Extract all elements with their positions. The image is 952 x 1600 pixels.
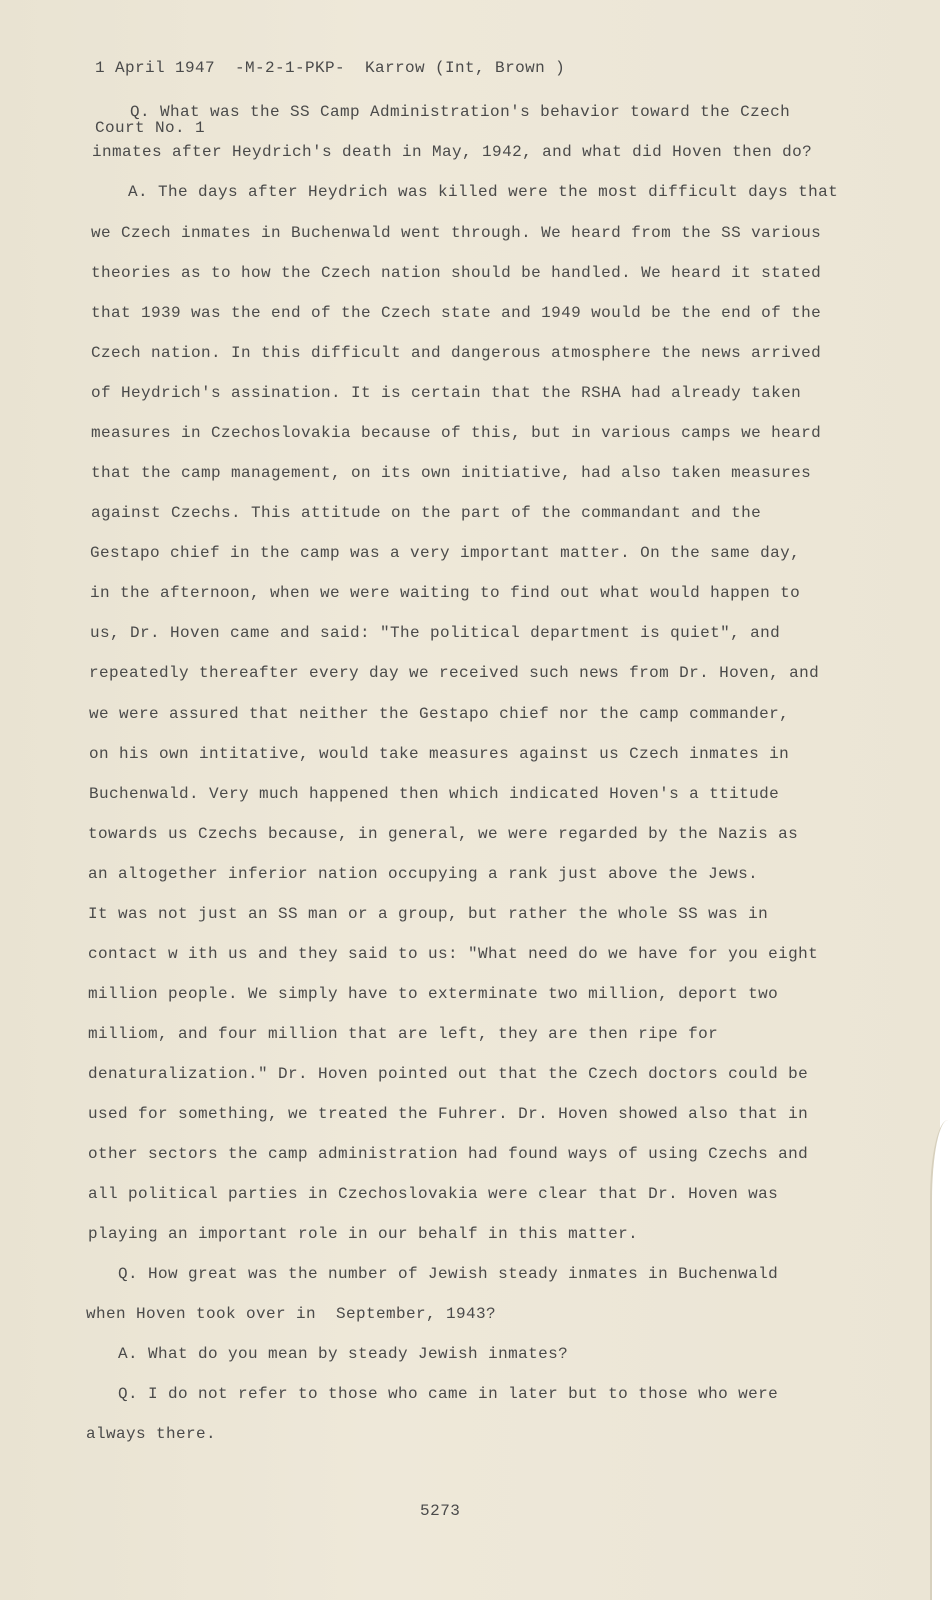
transcript-line: on his own intitative, would take measures against us Czech inmates in [89,745,790,763]
transcript-line: in the afternoon, when we were waiting to find out what would happen to [90,584,801,602]
transcript-line: milliom, and four million that are left, they are then ripe for [88,1025,719,1043]
transcript-line: million people. We simply have to exterminate two million, deport two [88,985,779,1003]
transcript-line: an altogether inferior nation occupying a rank just above the Jews. [88,865,759,883]
transcript-line: Q. What was the SS Camp Administration's behavior toward the Czech [90,103,791,121]
transcript-line: denaturalization." Dr. Hoven pointed out that the Czech doctors could be [88,1065,809,1083]
transcript-line: theories as to how the Czech nation should be handled. We heard it stated [91,264,822,282]
page-number: 5273 [420,1502,461,1520]
transcript-line: against Czechs. This attitude on the part of the commandant and the [91,504,762,522]
transcript-line: when Hoven took over in September, 1943? [86,1305,497,1323]
transcript-line: Q. How great was the number of Jewish steady inmates in Buchenwald [78,1265,779,1283]
transcript-line: that the camp management, on its own initiative, had also taken measures [91,464,812,482]
transcript-line: used for something, we treated the Fuhrer. Dr. Hoven showed also that in [88,1105,809,1123]
header-court-line: Court No. 1 [95,119,206,137]
header-date-line: 1 April 1947 -M-2-1-PKP- Karrow (Int, Brown ) [95,59,566,77]
transcript-line: us, Dr. Hoven came and said: "The political department is quiet", and [90,624,781,642]
transcript-line: that 1939 was the end of the Czech state and 1949 would be the end of the [91,304,822,322]
transcript-line: Czech nation. In this difficult and dangerous atmosphere the news arrived [91,344,822,362]
transcript-line: A. The days after Heydrich was killed were the most difficult days that [88,183,839,201]
transcript-line: measures in Czechoslovakia because of this, but in various camps we heard [91,424,822,442]
transcript-line: of Heydrich's assination. It is certain that the RSHA had already taken [91,384,802,402]
transcript-line: playing an important role in our behalf in this matter. [88,1225,639,1243]
transcript-line: repeatedly thereafter every day we received such news from Dr. Hoven, and [89,664,820,682]
transcript-line: A. What do you mean by steady Jewish inmates? [78,1345,569,1363]
transcript-line: Gestapo chief in the camp was a very important matter. On the same day, [90,544,801,562]
transcript-line: all political parties in Czechoslovakia were clear that Dr. Hoven was [88,1185,779,1203]
transcript-line: Buchenwald. Very much happened then which indicated Hoven's a ttitude [89,785,780,803]
transcript-line: Q. I do not refer to those who came in later but to those who were [78,1385,779,1403]
transcript-line: It was not just an SS man or a group, but rather the whole SS was in [88,905,769,923]
transcript-line: we were assured that neither the Gestapo chief nor the camp commander, [89,705,790,723]
transcript-line: towards us Czechs because, in general, we were regarded by the Nazis as [88,825,799,843]
transcript-line: contact w ith us and they said to us: "What need do we have for you eight [88,945,819,963]
transcript-line: always there. [86,1425,217,1443]
transcript-line: inmates after Heydrich's death in May, 1942, and what did Hoven then do? [92,143,813,161]
torn-paper-edge [930,1120,952,1600]
transcript-line: we Czech inmates in Buchenwald went through. We heard from the SS various [91,224,822,242]
transcript-line: other sectors the camp administration had found ways of using Czechs and [88,1145,809,1163]
